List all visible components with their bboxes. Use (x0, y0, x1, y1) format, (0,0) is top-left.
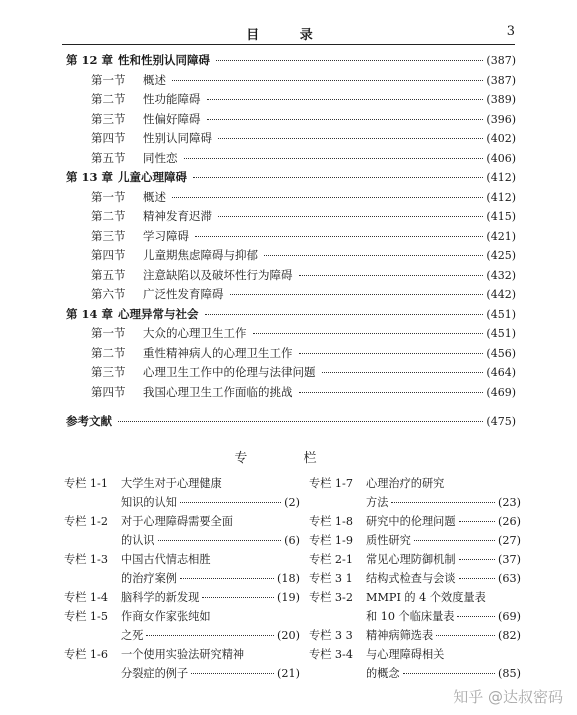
column-entry-title: 心理治疗的研究 (366, 477, 445, 490)
toc-section-row[interactable] (66, 91, 516, 111)
column-entry-tag: 专栏 3-2 (309, 591, 353, 604)
column-entry-page: (82) (498, 629, 521, 642)
column-entry-title: 精神病筛选表 (366, 629, 434, 642)
column-entry-title: MMPI 的 4 个效度量表 (366, 591, 486, 604)
column-entry-line (121, 626, 300, 645)
toc-entry-title: 心理卫生工作中的伦理与法律问题 (143, 365, 316, 379)
dot-leader (414, 540, 495, 541)
toc-entry-page: (412) (486, 190, 516, 204)
column-entry-line (366, 493, 521, 512)
toc-entry-title: 大众的心理卫生工作 (143, 326, 247, 340)
column-entry-body (121, 645, 300, 683)
dot-leader (193, 177, 483, 178)
column-entry-title: 一个使用实验法研究精神 (121, 648, 245, 661)
toc-entry-title: 心理异常与社会 (118, 306, 199, 321)
column-entry-title: 之死 (121, 629, 144, 642)
toc-entry-page: (412) (486, 171, 516, 184)
column-entry-line (366, 626, 521, 645)
column-entry-line (121, 645, 300, 664)
column-entry-line (366, 531, 521, 550)
column-entry-line (366, 645, 521, 664)
toc-entry-title: 儿童期焦虑障碍与抑郁 (143, 248, 258, 262)
column-entry-tag: 专栏 3-4 (309, 648, 353, 661)
toc-section-row[interactable] (66, 267, 516, 287)
column-entry-body (121, 512, 300, 550)
toc-entry-page: (396) (486, 112, 516, 126)
toc-entry-title: 参考文献 (66, 414, 112, 428)
toc-section-row[interactable] (66, 247, 516, 267)
toc-entry-page: (451) (486, 307, 516, 321)
column-entry-line (121, 588, 300, 607)
toc-section-row[interactable] (66, 150, 516, 170)
toc-chapter-row[interactable] (66, 413, 516, 433)
column-entry[interactable] (64, 474, 300, 512)
column-entry-tag: 专栏 1-7 (309, 477, 353, 490)
column-entry-line (121, 512, 300, 531)
column-entry-tag: 专栏 1-8 (309, 515, 353, 528)
toc-entry-page: (456) (486, 346, 516, 360)
toc-entry-page: (475) (486, 415, 516, 428)
dot-leader (299, 275, 484, 276)
toc-entry-number: 第五节 (91, 267, 126, 282)
toc-chapter-row[interactable] (66, 306, 516, 326)
toc-entry-number: 第六节 (91, 287, 126, 301)
column-entry-page: (85) (498, 667, 521, 680)
column-entry[interactable] (309, 550, 521, 569)
dot-leader (172, 80, 483, 81)
dot-leader (436, 635, 495, 636)
column-entry-page: (23) (498, 496, 521, 509)
toc-entry-page: (425) (486, 249, 516, 262)
column-entry-tag: 专栏 1-1 (64, 477, 108, 490)
column-entry-title: 方法 (366, 496, 389, 509)
column-entry-tag: 专栏 1-2 (64, 515, 108, 528)
toc-entry-number: 第四节 (91, 384, 126, 399)
column-entry-title: 脑科学的新发现 (121, 591, 200, 604)
column-entry-page: (69) (498, 610, 521, 623)
dot-leader (172, 197, 483, 198)
toc-entry-title: 我国心理卫生工作面临的挑战 (143, 384, 293, 399)
column-entry[interactable] (309, 512, 521, 531)
toc-entry-page: (421) (486, 229, 516, 243)
dot-leader (180, 578, 274, 579)
column-entry-tag: 专栏 2-1 (309, 553, 353, 566)
toc-entry-page: (387) (486, 54, 516, 67)
toc-entry-number: 第二节 (91, 345, 126, 360)
column-entry[interactable] (309, 645, 521, 683)
toc-entry-page: (415) (486, 210, 516, 223)
column-entry-body (366, 569, 521, 588)
toc-entry-title: 概述 (143, 72, 166, 87)
toc-entry-page: (464) (486, 366, 516, 379)
dot-leader (457, 616, 495, 617)
toc-entry-number: 第三节 (91, 111, 126, 126)
dot-leader (205, 314, 484, 315)
column-entry-title: 分裂症的例子 (121, 667, 189, 680)
dot-leader (391, 502, 495, 503)
column-entry[interactable] (64, 645, 300, 683)
toc-entry-page: (406) (486, 151, 516, 165)
toc-entry-number: 第三节 (91, 365, 126, 379)
dot-leader (218, 138, 483, 139)
column-entry-line (366, 550, 521, 569)
toc-entry-page: (387) (486, 73, 516, 87)
column-entry[interactable] (309, 474, 521, 512)
column-entry-line (366, 664, 521, 683)
column-entry-line (121, 550, 300, 569)
toc-chapter-row[interactable] (66, 52, 516, 72)
column-entry-body (121, 474, 300, 512)
toc-section-row[interactable] (66, 345, 516, 365)
column-entry-tag: 专栏 3 3 (309, 629, 353, 642)
column-entry[interactable] (64, 588, 300, 607)
column-entry-line (121, 474, 300, 493)
column-entry-page: (20) (277, 629, 300, 642)
dot-leader (459, 578, 496, 579)
column-entry-page: (63) (498, 572, 521, 585)
dot-leader (299, 353, 484, 354)
toc-section-row[interactable] (66, 384, 516, 404)
column-entry-body (366, 588, 521, 626)
column-entry-title: 和 10 个临床量表 (366, 610, 455, 623)
column-entry-tag: 专栏 1-9 (309, 534, 353, 547)
column-entry[interactable] (309, 531, 521, 550)
column-entry-title: 的治疗案例 (121, 572, 177, 585)
column-entry-body (366, 512, 521, 531)
column-entry-tag: 专栏 1-4 (64, 591, 108, 604)
column-entry-title: 结构式检查与会谈 (366, 572, 456, 585)
dot-leader (158, 540, 282, 541)
toc-entry-title: 概述 (143, 189, 166, 204)
toc-section-row[interactable] (66, 111, 516, 131)
columns-title: 专 栏 (234, 451, 343, 466)
toc-section-row[interactable] (66, 286, 516, 306)
column-entry-line (121, 493, 300, 512)
dot-leader (230, 294, 484, 295)
toc-section-row[interactable] (66, 189, 516, 209)
column-entry-body (366, 550, 521, 569)
dot-leader (403, 673, 495, 674)
toc-chapter-row[interactable] (66, 169, 516, 189)
toc-entry-page: (432) (486, 268, 516, 282)
column-entry-body (366, 626, 521, 645)
dot-leader (253, 333, 484, 334)
page-header (62, 22, 515, 44)
toc-entry-page: (402) (486, 132, 516, 145)
column-entry-tag: 专栏 1-5 (64, 610, 108, 623)
column-entry-line (121, 569, 300, 588)
dot-leader (184, 158, 484, 159)
column-entry-body (366, 474, 521, 512)
column-entry-title: 常见心理防御机制 (366, 553, 456, 566)
dot-leader (299, 392, 484, 393)
toc-entry-title: 重性精神病人的心理卫生工作 (143, 345, 293, 360)
toc-entry-number: 第二节 (91, 209, 126, 223)
column-entry-page: (18) (277, 572, 300, 585)
page-number: 3 (506, 24, 515, 39)
column-entry-body (121, 607, 300, 645)
column-entry-line (366, 474, 521, 493)
toc-entry-number: 第五节 (91, 150, 126, 165)
toc-entry-title: 同性恋 (143, 150, 178, 165)
toc-entry-number: 第一节 (91, 326, 126, 340)
toc-entry-number: 第一节 (91, 72, 126, 87)
dot-leader (191, 673, 274, 674)
toc-entry-page: (469) (486, 385, 516, 399)
column-entry[interactable] (309, 626, 521, 645)
toc-entry-title: 儿童心理障碍 (118, 170, 187, 184)
dot-leader (202, 597, 274, 598)
column-entry-page: (37) (498, 553, 521, 566)
column-entry-line (121, 664, 300, 683)
toc-entry-title: 性偏好障碍 (143, 111, 201, 126)
toc-gap (66, 403, 516, 413)
column-entry-line (121, 607, 300, 626)
column-entry[interactable] (309, 588, 521, 626)
toc-entry-title: 广泛性发育障碍 (143, 287, 224, 301)
toc-section-row[interactable] (66, 130, 516, 150)
toc-entry-title: 学习障碍 (143, 228, 189, 243)
dot-leader (118, 421, 483, 422)
dot-leader (216, 60, 483, 61)
table-of-contents (66, 52, 516, 433)
toc-entry-title: 注意缺陷以及破坏性行为障碍 (143, 267, 293, 282)
toc-entry-number: 第 13 章 (66, 170, 114, 184)
column-entry-line (366, 607, 521, 626)
column-entry-tag: 专栏 1-6 (64, 648, 108, 661)
dot-leader (180, 502, 281, 503)
column-entry-title: 的概念 (366, 667, 400, 680)
toc-entry-page: (389) (486, 93, 516, 106)
toc-entry-number: 第四节 (91, 131, 126, 145)
column-entry-tag: 专栏 1-3 (64, 553, 108, 566)
dot-leader (459, 559, 496, 560)
dot-leader (264, 255, 483, 256)
column-entry-page: (21) (277, 667, 300, 680)
column-entry-title: 质性研究 (366, 534, 411, 547)
dot-leader (207, 119, 484, 120)
column-entry-line (366, 512, 521, 531)
header-rule (62, 44, 515, 45)
columns-list-right (309, 474, 521, 683)
toc-section-row[interactable] (66, 228, 516, 248)
column-entry-line (366, 588, 521, 607)
dot-leader (146, 635, 274, 636)
column-entry-title: 大学生对于心理健康 (121, 477, 222, 490)
column-entry-line (366, 569, 521, 588)
toc-entry-number: 第 12 章 (66, 53, 114, 67)
column-entry-body (366, 645, 521, 683)
column-entry-title: 与心理障碍相关 (366, 648, 445, 661)
toc-section-row[interactable] (66, 72, 516, 92)
toc-section-row[interactable] (66, 208, 516, 228)
column-entry[interactable] (64, 550, 300, 588)
column-entry-body (366, 531, 521, 550)
column-entry-body (121, 550, 300, 588)
column-entry[interactable] (64, 512, 300, 550)
columns-list-left (64, 474, 300, 683)
toc-entry-number: 第 14 章 (66, 306, 114, 321)
column-entry-page: (2) (284, 496, 300, 509)
toc-entry-page: (451) (486, 327, 516, 340)
toc-entry-page: (442) (486, 288, 516, 301)
column-entry-line (121, 531, 300, 550)
toc-entry-title: 精神发育迟滞 (143, 209, 212, 223)
column-entry-title: 中国古代情志相胜 (121, 553, 211, 566)
column-entry-title: 知识的认知 (121, 496, 177, 509)
column-entry-title: 作商女作家张纯如 (121, 610, 211, 623)
header-title: 目 录 (246, 28, 331, 43)
toc-entry-number: 第一节 (91, 189, 126, 204)
column-entry-title: 的认识 (121, 534, 155, 547)
dot-leader (322, 372, 484, 373)
column-entry[interactable] (64, 607, 300, 645)
watermark: 知乎 @达叔密码 (453, 688, 563, 706)
dot-leader (207, 99, 484, 100)
column-entry-title: 研究中的伦理问题 (366, 515, 456, 528)
column-entry-page: (26) (498, 515, 521, 528)
toc-entry-number: 第四节 (91, 248, 126, 262)
column-entry-page: (19) (277, 591, 300, 604)
toc-entry-title: 性功能障碍 (143, 92, 201, 106)
dot-leader (195, 236, 483, 237)
toc-entry-title: 性和性别认同障碍 (118, 53, 210, 67)
dot-leader (218, 216, 483, 217)
toc-entry-title: 性别认同障碍 (143, 131, 212, 145)
column-entry-page: (27) (498, 534, 521, 547)
dot-leader (459, 521, 496, 522)
toc-entry-number: 第二节 (91, 92, 126, 106)
column-entry[interactable] (309, 569, 521, 588)
column-entry-body (121, 588, 300, 607)
toc-section-row[interactable] (66, 364, 516, 384)
column-entry-tag: 专栏 3 1 (309, 572, 353, 585)
column-entry-page: (6) (284, 534, 300, 547)
toc-entry-number: 第三节 (91, 228, 126, 243)
column-entry-title: 对于心理障碍需要全面 (121, 515, 233, 528)
toc-section-row[interactable] (66, 325, 516, 345)
